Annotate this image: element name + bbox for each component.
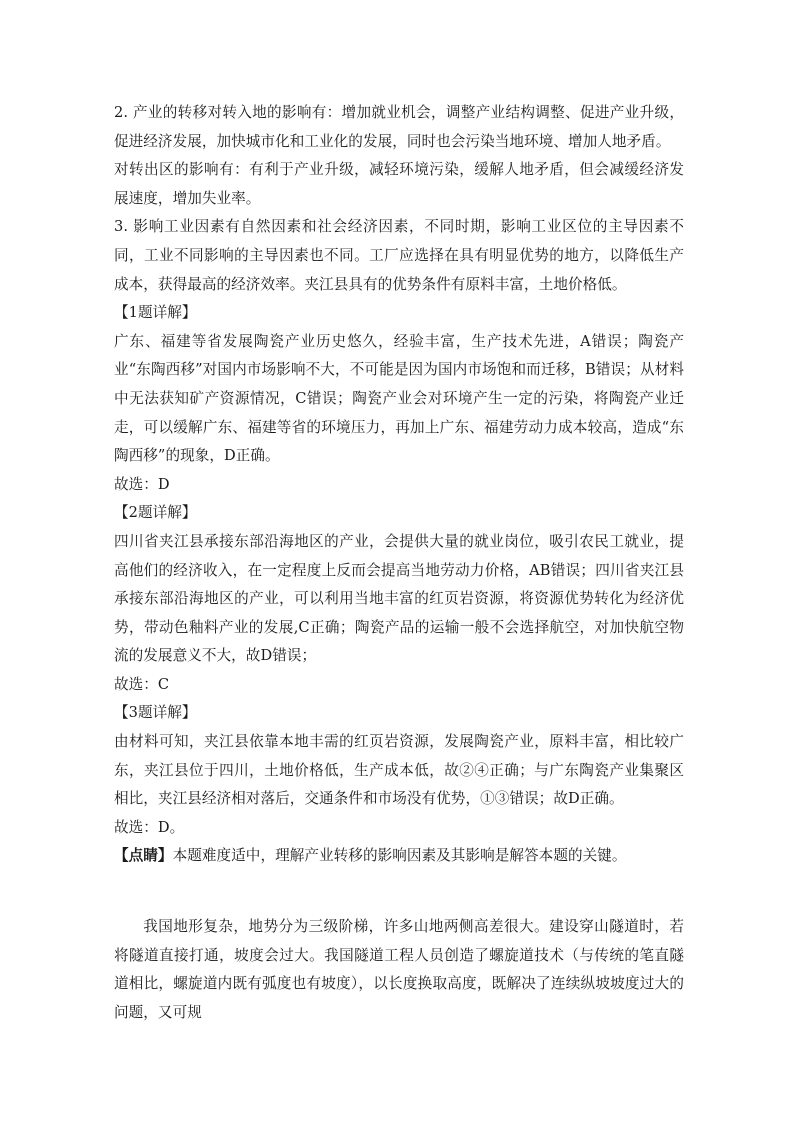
question-3-explanation: 由材料可知，夹江县依靠本地丰需的红页岩资源，发展陶瓷产业，原料丰富，相比较广东，夹江县位于四川，土地价格低，生产成本低，故②④正确；与广东陶瓷产业集聚区相比，夹江县经济相对落后，交通条件和市场没有优势，①③错误；故D正确。 — [114, 733, 684, 808]
comment-label: 【点睛】 — [114, 847, 173, 865]
comment-paragraph — [114, 842, 684, 871]
question-1-heading: 【1题详解】 — [114, 304, 197, 322]
question-2-explanation: 四川省夹江县承接东部沿海地区的产业，会提供大量的就业岗位，吸引农民工就业，提高他们的经济收入，在一定程度上反而会提高当地劳动力价格，AB错误；四川省夹江县承接东部沿海地区的产业，可以利用当地丰富的红页岩资源，将资源优势转化为经济优势，带动色釉料产业的发展,C正确；陶瓷产品的运输一般不会选择航空，对加快航空物流的发展意义不大，故D错误； — [114, 532, 684, 665]
section-gap — [114, 871, 684, 913]
analysis-location-factors: 3. 影响工业因素有自然因素和社会经济因素，不同时期，影响工业区位的主导因素不同，工业不同影响的主导因素也不同。工厂应选择在具有明显优势的地方，以降低生产成本，获得最高的经济效率。夹江县具有的优势条件有原料丰富，土地价格低。 — [114, 218, 684, 293]
analysis-impact-transfer-out: 对转出区的影响有：有利于产业升级，减轻环境污染，缓解人地矛盾，但会减缓经济发展速度，增加失业率。 — [114, 161, 684, 207]
question-1-explanation: 广东、福建等省发展陶瓷产业历史悠久，经验丰富，生产技术先进，A错误；陶瓷产业“东陶西移”对国内市场影响不大，不可能是因为国内市场饱和而迁移，B错误；从材料中无法获知矿产资源情况，C错误；陶瓷产业会对环境产生一定的污染，将陶瓷产业迁走，可以缓解广东、福建等省的环境压力，再加上广东、福建劳动力成本较高，造成“东陶西移”的现象，D正确。 — [114, 332, 684, 465]
analysis-impact-transfer-in: 2. 产业的转移对转入地的影响有：增加就业机会，调整产业结构调整、促进产业升级，促进经济发展，加快城市化和工业化的发展，同时也会污染当地环境、增加人地矛盾。 — [114, 104, 684, 150]
comment-text: 本题难度适中，理解产业转移的影响因素及其影响是解答本题的关键。 — [172, 847, 627, 865]
question-2-answer: 故选：C — [114, 675, 170, 693]
question-1-answer: 故选：D — [114, 475, 170, 493]
answer-analysis-content — [114, 99, 684, 1027]
question-3-heading: 【3题详解】 — [114, 704, 197, 722]
next-passage-paragraph: 我国地形复杂，地势分为三级阶梯，许多山地两侧高差很大。建设穿山隧道时，若将隧道直接打通，坡度会过大。我国隧道工程人员创造了螺旋道技术（与传统的笔直隧道相比，螺旋道内既有弧度也有坡度），以长度换取高度，既解决了连续纵坡坡度过大的问题，又可规 — [114, 918, 684, 1021]
question-2-heading: 【2题详解】 — [114, 504, 197, 522]
question-3-answer: 故选：D。 — [114, 818, 185, 836]
